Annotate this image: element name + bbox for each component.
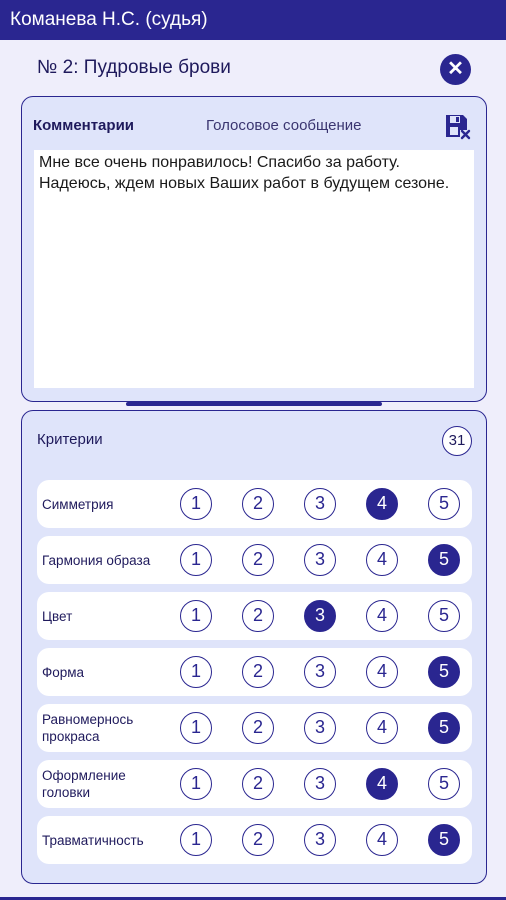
score-button-1[interactable]: 1 <box>180 544 212 576</box>
score-button-3[interactable]: 3 <box>304 768 336 800</box>
comments-panel <box>21 96 487 402</box>
save-icon[interactable] <box>443 112 471 140</box>
criteria-panel <box>21 410 487 884</box>
panel-resize-handle[interactable] <box>126 402 382 406</box>
score-button-5[interactable]: 5 <box>428 656 460 688</box>
criterion-row <box>37 760 472 808</box>
score-button-5[interactable]: 5 <box>428 824 460 856</box>
score-button-4[interactable]: 4 <box>366 488 398 520</box>
score-button-3[interactable]: 3 <box>304 488 336 520</box>
criterion-label: Травматичность <box>42 832 144 848</box>
criterion-label: Форма <box>42 664 85 680</box>
tab-voice-message[interactable]: Голосовое сообщение <box>206 117 362 134</box>
score-button-2[interactable]: 2 <box>242 768 274 800</box>
score-button-1[interactable]: 1 <box>180 656 212 688</box>
app-title: Команева Н.С. (судья) <box>10 9 208 30</box>
criterion-label: Цвет <box>42 608 73 624</box>
score-button-4[interactable]: 4 <box>366 600 398 632</box>
criteria-title: Критерии <box>37 431 103 448</box>
criterion-row <box>37 480 472 528</box>
score-button-4[interactable]: 4 <box>366 824 398 856</box>
criterion-label: Гармония образа <box>42 552 151 568</box>
criterion-label: Симметрия <box>42 496 114 512</box>
criterion-label: Оформление головки <box>42 768 126 800</box>
score-button-3[interactable]: 3 <box>304 544 336 576</box>
score-button-2[interactable]: 2 <box>242 488 274 520</box>
score-button-2[interactable]: 2 <box>242 544 274 576</box>
criterion-row <box>37 704 472 752</box>
tab-comments[interactable]: Комментарии <box>33 117 135 134</box>
entry-title: № 2: Пудровые брови <box>37 57 231 78</box>
comment-text-field[interactable] <box>34 150 474 388</box>
score-button-1[interactable]: 1 <box>180 824 212 856</box>
score-button-1[interactable]: 1 <box>180 600 212 632</box>
score-button-4[interactable]: 4 <box>366 656 398 688</box>
score-button-1[interactable]: 1 <box>180 712 212 744</box>
total-score-badge: 31 <box>442 426 472 456</box>
score-button-3[interactable]: 3 <box>304 600 336 632</box>
criterion-row <box>37 536 472 584</box>
score-button-4[interactable]: 4 <box>366 712 398 744</box>
score-button-1[interactable]: 1 <box>180 488 212 520</box>
score-button-4[interactable]: 4 <box>366 768 398 800</box>
score-button-5[interactable]: 5 <box>428 488 460 520</box>
entry-header <box>0 40 506 96</box>
score-button-5[interactable]: 5 <box>428 768 460 800</box>
score-button-5[interactable]: 5 <box>428 600 460 632</box>
criterion-row <box>37 648 472 696</box>
score-button-1[interactable]: 1 <box>180 768 212 800</box>
app-title-bar <box>0 0 506 40</box>
criterion-label: Равномернось прокраса <box>42 712 134 744</box>
score-button-3[interactable]: 3 <box>304 824 336 856</box>
close-button[interactable] <box>440 54 471 85</box>
score-button-5[interactable]: 5 <box>428 712 460 744</box>
score-button-3[interactable]: 3 <box>304 656 336 688</box>
score-button-2[interactable]: 2 <box>242 656 274 688</box>
score-button-4[interactable]: 4 <box>366 544 398 576</box>
score-button-3[interactable]: 3 <box>304 712 336 744</box>
close-icon: ✕ <box>447 58 464 80</box>
criterion-row <box>37 816 472 864</box>
criterion-row <box>37 592 472 640</box>
score-button-2[interactable]: 2 <box>242 824 274 856</box>
score-button-2[interactable]: 2 <box>242 600 274 632</box>
score-button-5[interactable]: 5 <box>428 544 460 576</box>
score-button-2[interactable]: 2 <box>242 712 274 744</box>
